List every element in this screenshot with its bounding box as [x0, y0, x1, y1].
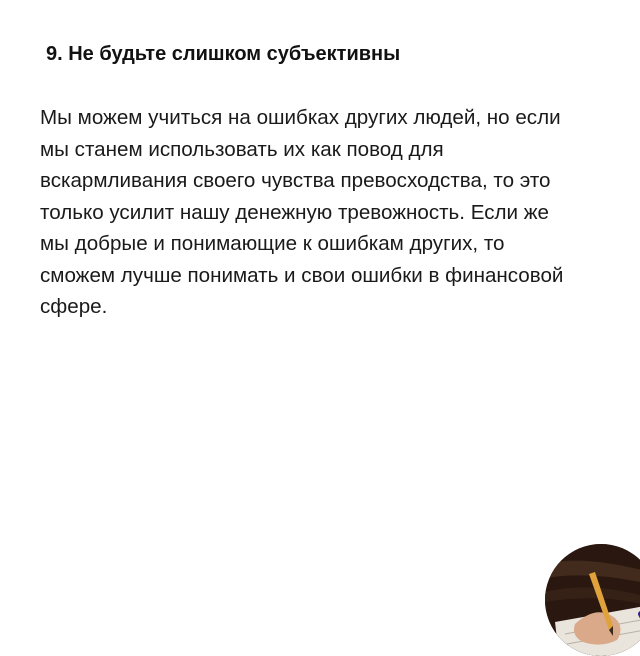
paragraph-line: сфере. — [40, 295, 108, 318]
paragraph-line: вскармливания своего чувства превосходства, то это — [40, 169, 551, 192]
writing-photo — [545, 544, 640, 656]
paragraph-line: Мы можем учиться на ошибках других людей, но если — [40, 106, 561, 129]
writing-photo-illustration — [545, 544, 640, 656]
paragraph-line: сможем лучше понимать и свои ошибки в финансовой — [40, 263, 564, 287]
section-heading: 9. Не будьте слишком субъективны — [46, 43, 401, 65]
body-paragraph — [40, 102, 630, 323]
paragraph-line: мы станем использовать их как повод для — [40, 137, 444, 161]
paragraph-line: мы добрые и понимающие к ошибкам других, то — [40, 232, 505, 255]
paragraph-line: только усилит нашу денежную тревожность. Если же — [40, 200, 549, 224]
